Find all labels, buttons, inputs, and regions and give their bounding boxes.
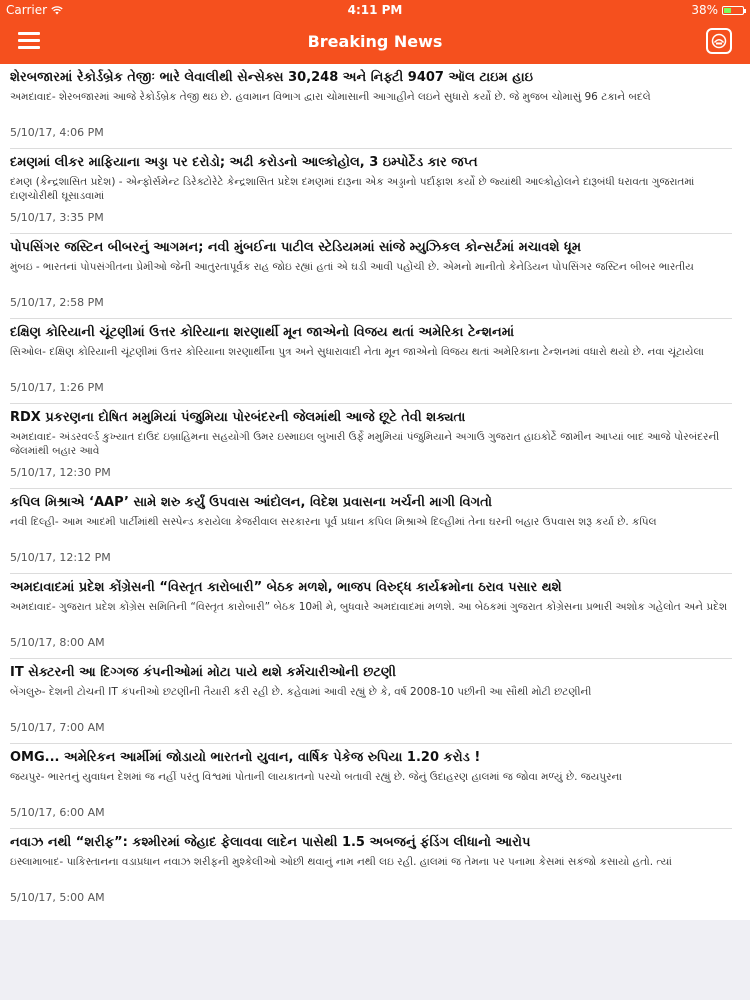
news-timestamp: 5/10/17, 2:58 PM xyxy=(10,296,104,309)
news-timestamp: 5/10/17, 8:00 AM xyxy=(10,636,105,649)
news-summary: અમદાવાદ- શેરબજારમાં આજે રેકોર્ડબ્રેક તેજી થઇ છે. હવામાન વિભાગ દ્વારા ચોમાસાની આગાહીને લઇને સુધારો કર્યો છે. જે મુજબ ચોમાસું 96 ટકાને બદલે xyxy=(10,91,651,103)
news-summary: જયપુર- ભારતનું યુવાધન દેશમાં જ નહીં પરંતુ વિશ્વમાં પોતાની લાયકાતનો પરચો બતાવી રહ્યું છે. જેનું ઉદાહરણ હાલમાં જ જોવા મળ્યું છે. જયપુરના xyxy=(10,771,622,783)
news-headline[interactable]: દક્ષિણ કોરિયાની ચૂંટણીમાં ઉત્તર કોરિયાના શરણાર્થી મૂન જાએનો વિજય થતાં અમેરિકા ટેન્શનમાં xyxy=(10,325,515,340)
battery-info xyxy=(691,3,750,17)
news-item[interactable] xyxy=(0,319,750,404)
news-timestamp: 5/10/17, 1:26 PM xyxy=(10,381,104,394)
news-summary: નવી દિલ્હી- આમ આદમી પાર્ટીમાંથી સસ્પેન્ડ કરાયેલા કેજરીવાલ સરકારના પૂર્વ પ્રધાન કપિલ મિશ્રાએ દિલ્હીમાં તેના ઘરની બહાર ઉપવાસ શરૂ કર્યા છે. કપિલ xyxy=(10,516,657,528)
news-timestamp: 5/10/17, 7:00 AM xyxy=(10,721,105,734)
news-item[interactable] xyxy=(0,149,750,234)
news-summary: સિઓલ- દક્ષિણ કોરિયાની ચૂંટણીમાં ઉત્તર કોરિયાના શરણાર્થીના પુત્ર અને સુધારાવાદી નેતા મૂન જાએનો વિજય થતાં અમેરિકાના ટેન્શનમાં વધારો થયો છે. નવા ચૂંટાયેલા xyxy=(10,346,705,358)
battery-icon xyxy=(722,6,744,15)
news-summary: ઇસ્લામાબાદ- પાકિસ્તાનના વડાપ્રધાન નવાઝ શરીફની મુશ્કેલીઓ ઓછી થવાનું નામ નથી લઇ રહી. હાલમાં જ તેમના પર પનામા કેસમાં સકંજો કસાયો હતો. ત્યાં xyxy=(10,856,672,868)
news-headline[interactable]: શેરબજારમાં રેકોર્ડબ્રેક તેજીઃ ભારે લેવાલીથી સેન્સેક્સ 30,248 અને નિફ્ટી 9407 ઑલ ટાઇમ હાઇ xyxy=(10,70,533,85)
news-headline[interactable]: કપિલ મિશ્રાએ ‘AAP’ સામે શરુ કર્યું ઉપવાસ આંદોલન, વિદેશ પ્રવાસના ખર્ચની માગી વિગતો xyxy=(10,495,492,510)
news-item[interactable] xyxy=(0,829,750,914)
news-timestamp: 5/10/17, 4:06 PM xyxy=(10,126,104,139)
news-summary: બેંગલુરુ- દેશની ટોચની IT કંપનીઓ છટણીની તૈયારી કરી રહી છે. કહેવામાં આવી રહ્યું છે કે, વર્ષ 2008-10 પછીની આ સૌથી મોટી છટણીની xyxy=(10,686,592,698)
status-bar xyxy=(0,0,750,20)
news-headline[interactable]: નવાઝ નથી “શરીફ”: કશ્મીરમાં જેહાદ ફેલાવવા લાદેન પાસેથી 1.5 અબજનું ફંડિંગ લીધાનો આરોપ xyxy=(10,835,531,850)
news-summary: અમદાવાદ- અંડરવર્લ્ડ કુખ્યાત દાઉદ ઇબ્રાહિમના સહયોગી ઉમર ઇસ્માઇલ બુખારી ઉર્ફે મમુમિયાં પંજુમિયાને અગાઉ ગુજરાત હાઇકોર્ટે જામીન આપ્યાં બાદ આજે પોરબંદરની જેલમાંથી બહાર આવે xyxy=(10,431,720,457)
nav-bar xyxy=(0,20,750,64)
app-logo-icon[interactable] xyxy=(706,28,732,54)
helmet-icon xyxy=(711,33,727,49)
news-headline[interactable]: RDX પ્રકરણના દોષિત મમુમિયાં પંજુમિયા પોરબંદરની જેલમાંથી આજે છૂટે તેવી શક્યતા xyxy=(10,410,466,425)
news-item[interactable] xyxy=(0,234,750,319)
news-item[interactable] xyxy=(0,64,750,149)
news-timestamp: 5/10/17, 3:35 PM xyxy=(10,211,104,224)
battery-level xyxy=(724,8,731,13)
news-item[interactable] xyxy=(0,489,750,574)
news-headline[interactable]: OMG... અમેરિકન આર્મીમાં જોડાયો ભારતનો યુવાન, વાર્ષિક પેકેજ રુપિયા 1.20 કરોડ ! xyxy=(10,750,481,765)
news-item[interactable] xyxy=(0,404,750,489)
news-list xyxy=(0,64,750,920)
news-summary: અમદાવાદ- ગુજરાત પ્રદેશ કોંગ્રેસ સમિતિની “વિસ્તૃત કારોબારી” બેઠક 10મી મે, બુધવારે અમદાવાદમાં મળશે. આ બેઠકમાં ગુજરાત કોંગ્રેસના પ્રભારી અશોક ગહેલોત અને પ્રદેશ xyxy=(10,601,728,613)
status-time: 4:11 PM xyxy=(347,3,403,17)
news-headline[interactable]: IT સેક્ટરની આ દિગ્ગજ કંપનીઓમાં મોટા પાયે થશે કર્મચારીઓની છટણી xyxy=(10,665,396,680)
news-headline[interactable]: દમણમાં લીકર માફિયાના અડ્ડા પર દરોડો; અઢી કરોડનો આલ્કોહોલ, 3 ઇમ્પોર્ટેડ કાર જપ્ત xyxy=(10,155,478,170)
news-timestamp: 5/10/17, 12:12 PM xyxy=(10,551,111,564)
news-item[interactable] xyxy=(0,574,750,659)
battery-percent: 38% xyxy=(691,3,718,17)
news-headline[interactable]: પોપસિંગર જસ્ટિન બીબરનું આગમન; નવી મુંબઈના પાટીલ સ્ટેડિયમમાં સાંજે મ્યુઝિકલ કોન્સર્ટમાં મચાવશે ધૂમ xyxy=(10,240,582,255)
news-summary: મુંબઇ - ભારતનાં પોપસંગીતના પ્રેમીઓ જેની આતુરતાપૂર્વક રાહ જોઇ રહ્યાં હતાં એ ઘડી આવી પહોંચી છે. એમનો માનીતો કેનેડિયન પોપસિંગર જસ્ટિન બીબર ભારતીય xyxy=(10,261,694,273)
page-title: Breaking News xyxy=(307,32,443,51)
news-item[interactable] xyxy=(0,744,750,829)
news-headline[interactable]: અમદાવાદમાં પ્રદેશ કોંગ્રેસની “વિસ્તૃત કારોબારી” બેઠક મળશે, ભાજપ વિરુદ્ધ કાર્યક્રમોના ઠરાવ પસાર થશે xyxy=(10,580,562,595)
carrier-label: Carrier xyxy=(6,3,48,17)
news-timestamp: 5/10/17, 12:30 PM xyxy=(10,466,111,479)
news-item[interactable] xyxy=(0,659,750,744)
news-summary: દમણ (કેન્દ્રશાસિત પ્રદેશ) - એન્ફોર્સમેન્ટ ડિરેક્ટોરેટે કેન્દ્રશાસિત પ્રદેશ દમણમાં દારૂના એક અડ્ડાનો પર્દાફાશ કર્યો છે જ્યાંથી આલ્કોહોલને દારૂબંધી ધરાવતા ગુજરાતમાં દાણચોરીથી ઘૂસાડવામાં xyxy=(10,176,695,202)
news-timestamp: 5/10/17, 6:00 AM xyxy=(10,806,105,819)
news-timestamp: 5/10/17, 5:00 AM xyxy=(10,891,105,904)
